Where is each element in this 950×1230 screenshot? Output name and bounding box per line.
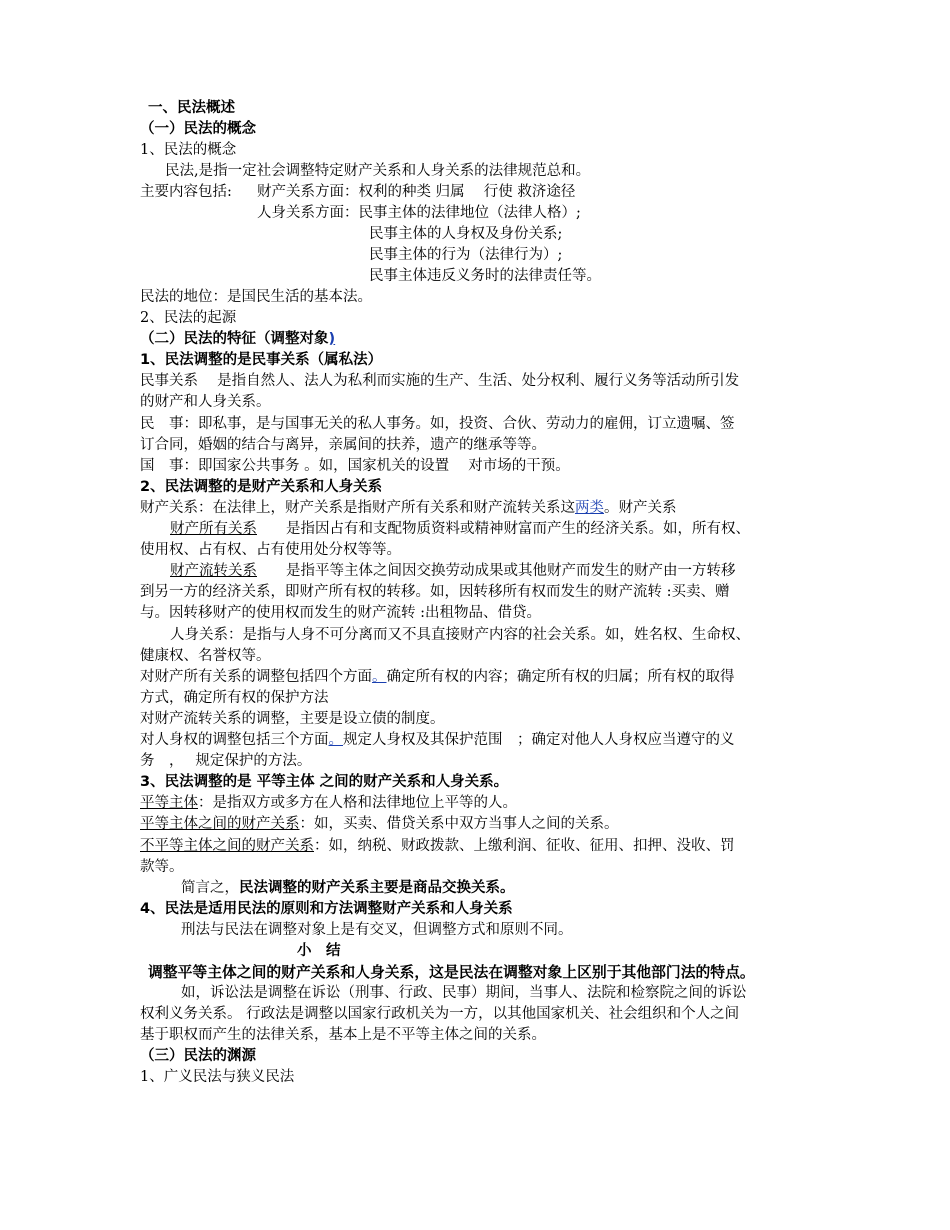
paragraph bbox=[140, 182, 820, 203]
paragraph: 权利义务关系。 行政法是调整以国家行政机关为一方，以其他国家机关、社会组织和个人之间 bbox=[140, 1006, 740, 1022]
paragraph: 民事主体的行为（法律行为）; bbox=[369, 247, 563, 263]
paragraph: 1、民法的概念 bbox=[140, 142, 237, 158]
text-span: 主要内容包括: bbox=[140, 184, 232, 200]
section-heading-sources: （三）民法的渊源 bbox=[140, 1048, 256, 1064]
text-span: 财产关系：在法律上，财产关系是指财产所有关系和财产流转关系这 bbox=[140, 500, 575, 516]
paragraph bbox=[181, 878, 861, 899]
paragraph: 民法,是指一定社会调整特定财产关系和人身关系的法律规范总和。 bbox=[165, 163, 591, 179]
text-span: 人身关系方面： bbox=[257, 205, 359, 221]
underlined-term: 不平等主体之间的财产关系 bbox=[140, 838, 314, 854]
paragraph: 订合同，婚姻的结合与离异，亲属间的扶养，遗产的继承等等。 bbox=[140, 437, 546, 453]
paragraph bbox=[140, 667, 820, 688]
text-span: ：是指双方或多方在人格和法律地位上平等的人。 bbox=[198, 795, 517, 811]
text-span: 民事主体的法律地位（法律人格）; bbox=[358, 205, 581, 221]
paragraph: 国 事：即国家公共事务 。如，国家机关的设置 对市场的干预。 bbox=[140, 458, 570, 474]
paragraph: 刑法与民法在调整对象上是有交叉，但调整方式和原则不同。 bbox=[181, 922, 573, 938]
paragraph: 2、民法的起源 bbox=[140, 310, 237, 326]
text-span: 规定人身权及其保护范围 ；确定对他人人身权应当遵守的义 bbox=[343, 732, 735, 748]
topic-heading-4: 4、民法是适用民法的原则和方法调整财产关系和人身关系 bbox=[140, 901, 513, 917]
paragraph bbox=[170, 519, 850, 540]
paragraph: 方式，确定所有权的保护方法 bbox=[140, 690, 329, 706]
underlined-term: 财产所有关系 bbox=[170, 521, 257, 537]
paragraph: 民 事：即私事，是与国事无关的私人事务。如，投资、合伙、劳动力的雇佣，订立遗嘱、签 bbox=[140, 416, 735, 432]
hyperlink[interactable]: ) bbox=[328, 331, 336, 347]
text-span: 是指因占有和支配物质资料或精神财富而产生的经济关系。如，所有权、 bbox=[257, 521, 750, 537]
paragraph: 与。因转移财产的使用权而发生的财产流转 :出租物品、借贷。 bbox=[140, 605, 541, 621]
underlined-term: 财产流转关系 bbox=[170, 563, 257, 579]
paragraph: 民事主体的人身权及身份关系; bbox=[369, 226, 563, 242]
paragraph bbox=[140, 498, 820, 519]
paragraph bbox=[140, 836, 820, 857]
bold-text: 民法调整的财产关系主要是商品交换关系。 bbox=[239, 880, 515, 896]
paragraph: 到另一方的经济关系，即财产所有权的转移。如，因转移所有权而发生的财产流转 :买卖、赠 bbox=[140, 584, 730, 600]
underlined-term: 平等主体之间的财产关系 bbox=[140, 816, 300, 832]
paragraph: 基于职权而产生的法律关系，基本上是不平等主体之间的关系。 bbox=[140, 1027, 546, 1043]
text-span: 对财产所有关系的调整包括四个方面 bbox=[140, 669, 372, 685]
paragraph: 民事主体违反义务时的法律责任等。 bbox=[369, 268, 601, 284]
text-span: 确定所有权的内容；确定所有权的归属；所有权的取得 bbox=[386, 669, 735, 685]
text-span: 对人身权的调整包括三个方面 bbox=[140, 732, 329, 748]
topic-heading-3: 3、民法调整的是 平等主体 之间的财产关系和人身关系。 bbox=[140, 774, 509, 790]
text-span: （二）民法的特征（调整对象 bbox=[140, 331, 329, 347]
topic-heading-2: 2、民法调整的是财产关系和人身关系 bbox=[140, 479, 383, 495]
paragraph bbox=[140, 730, 820, 751]
paragraph: 对财产流转关系的调整，主要是设立债的制度。 bbox=[140, 711, 445, 727]
text-span: 。财产关系 bbox=[604, 500, 677, 516]
paragraph: 使用权、占有权、占有使用处分权等等。 bbox=[140, 542, 401, 558]
paragraph: 民事关系 是指自然人、法人为私利而实施的生产、生活、处分权利、履行义务等活动所引发 bbox=[140, 373, 740, 389]
summary-heading: 小 结 bbox=[297, 943, 341, 959]
paragraph: 人身关系：是指与人身不可分离而又不具直接财产内容的社会关系。如，姓名权、生命权、 bbox=[170, 627, 750, 643]
topic-heading-1: 1、民法调整的是民事关系（属私法） bbox=[140, 352, 383, 368]
paragraph: 务 ， 规定保护的方法。 bbox=[140, 753, 312, 769]
section-heading-features bbox=[140, 329, 820, 350]
heading-1: 一、民法概述 bbox=[148, 100, 235, 116]
hyperlink[interactable]: 两类 bbox=[575, 500, 604, 516]
text-span: 财产关系方面：权利的种类 归属 行使 救济途径 bbox=[257, 184, 576, 200]
text-span: ：如，买卖、借贷关系中双方当事人之间的关系。 bbox=[299, 816, 619, 832]
paragraph: 如，诉讼法是调整在诉讼（刑事、行政、民事）期间，当事人、法院和检察院之间的诉讼 bbox=[181, 985, 747, 1001]
text-span: 简言之， bbox=[181, 880, 239, 896]
paragraph bbox=[140, 793, 820, 814]
hyperlink[interactable]: 。 bbox=[372, 669, 387, 685]
paragraph bbox=[257, 203, 937, 224]
paragraph: 的财产和人身关系。 bbox=[140, 394, 271, 410]
paragraph bbox=[170, 561, 850, 582]
underlined-term: 平等主体 bbox=[140, 795, 198, 811]
section-heading-concept: （一）民法的概念 bbox=[140, 121, 256, 137]
paragraph: 民法的地位：是国民生活的基本法。 bbox=[140, 289, 372, 305]
paragraph: 1、广义民法与狭义民法 bbox=[140, 1069, 295, 1085]
text-span: 是指平等主体之间因交换劳动成果或其他财产而发生的财产由一方转移 bbox=[257, 563, 736, 579]
paragraph: 款等。 bbox=[140, 859, 184, 875]
text-span: ：如，纳税、财政拨款、上缴利润、征收、征用、扣押、没收、罚 bbox=[314, 838, 735, 854]
paragraph: 健康权、名誉权等。 bbox=[140, 648, 271, 664]
hyperlink[interactable]: 。 bbox=[328, 732, 343, 748]
summary-statement: 调整平等主体之间的财产关系和人身关系，这是民法在调整对象上区别于其他部门法的特点。 bbox=[148, 964, 755, 981]
paragraph bbox=[140, 814, 820, 835]
